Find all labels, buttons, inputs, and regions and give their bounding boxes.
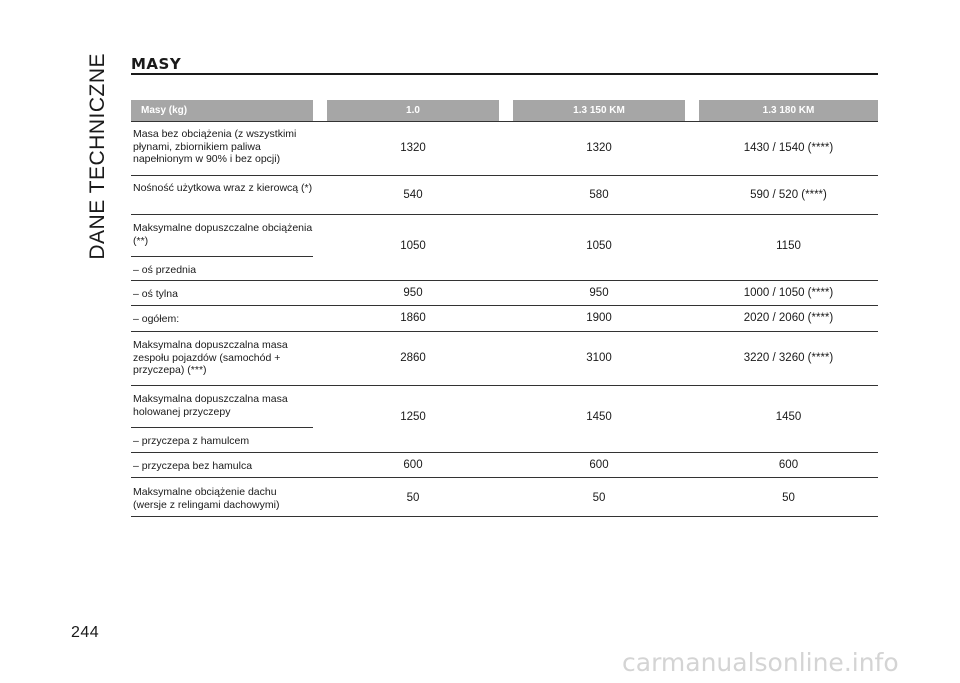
table-cell: 600 <box>778 459 799 471</box>
header-cell-1-3-180: 1.3 180 KM <box>699 100 878 121</box>
header-cell-1-0: 1.0 <box>327 100 499 121</box>
table-cell: 600 <box>403 459 423 471</box>
side-section-title <box>84 40 112 260</box>
table-cell: 950 <box>403 287 423 299</box>
table-cell: 1450 <box>775 411 802 423</box>
table-cell: 3220 / 3260 (****) <box>743 352 834 364</box>
row-divider <box>131 331 878 332</box>
row-label: Maksymalne dopuszczalne obciążenia (**) <box>133 222 313 247</box>
row-divider <box>131 121 878 122</box>
table-cell: 950 <box>589 287 609 299</box>
table-cell: 540 <box>403 189 423 201</box>
table-cell: 50 <box>592 492 606 504</box>
row-label: – przyczepa bez hamulca <box>133 460 253 472</box>
table-cell: 1900 <box>586 312 612 324</box>
table-cell: 1320 <box>586 142 612 154</box>
table-cell: 1150 <box>776 240 801 252</box>
row-divider <box>131 452 878 453</box>
row-label: Nośność użytkowa wraz z kierowcą (*) <box>133 182 313 194</box>
watermark: carmanualsonline.info <box>622 648 899 677</box>
table-cell: 2020 / 2060 (****) <box>743 312 834 324</box>
row-sublabel: – przyczepa z hamulcem <box>133 435 250 447</box>
table-cell: 3100 <box>586 352 612 364</box>
section-title: MASY <box>131 55 182 73</box>
row-divider <box>131 477 878 478</box>
row-label: – oś tylna <box>133 288 178 300</box>
row-divider <box>131 516 878 517</box>
table-cell: 50 <box>782 492 795 504</box>
table-cell: 600 <box>589 459 609 471</box>
row-divider <box>131 280 878 281</box>
page-number: 244 <box>71 624 100 641</box>
table-cell: 1000 / 1050 (****) <box>743 287 834 299</box>
table-cell: 1250 <box>400 411 426 423</box>
row-label: Maksymalne obciążenie dachu (wersje z relingami dachowymi) <box>133 486 280 511</box>
table-cell: 580 <box>589 189 609 201</box>
table-cell: 590 / 520 (****) <box>750 189 827 201</box>
table-cell: 1430 / 1540 (****) <box>743 142 834 154</box>
sub-divider <box>131 256 313 257</box>
table-cell: 1050 <box>400 240 426 252</box>
table-cell: 1050 <box>586 240 612 252</box>
header-cell-1-3-150: 1.3 150 KM <box>513 100 685 121</box>
table-cell: 1320 <box>400 142 426 154</box>
row-divider <box>131 175 878 176</box>
row-label: Maksymalna dopuszczalna masa holowanej przyczepy <box>133 393 288 418</box>
title-rule <box>131 73 878 75</box>
side-title-text: DANE TECHNICZNE <box>86 53 109 260</box>
header-cell-label: Masy (kg) <box>131 100 313 121</box>
row-divider <box>131 305 878 306</box>
row-sublabel: – oś przednia <box>133 264 197 276</box>
table-cell: 1450 <box>586 411 612 423</box>
row-label: – ogółem: <box>133 313 180 325</box>
table-cell: 50 <box>406 492 420 504</box>
row-label: Maksymalna dopuszczalna masa zespołu pojazdów (samochód + przyczepa) (***) <box>133 339 288 376</box>
sub-divider <box>131 427 313 428</box>
row-label: Masa bez obciążenia (z wszystkimi płynami, zbiornikiem paliwa napełnionym w 90% i bez opcji) <box>133 128 297 165</box>
row-divider <box>131 385 878 386</box>
table-cell: 1860 <box>400 312 426 324</box>
row-divider <box>131 214 878 215</box>
table-cell: 2860 <box>400 352 426 364</box>
